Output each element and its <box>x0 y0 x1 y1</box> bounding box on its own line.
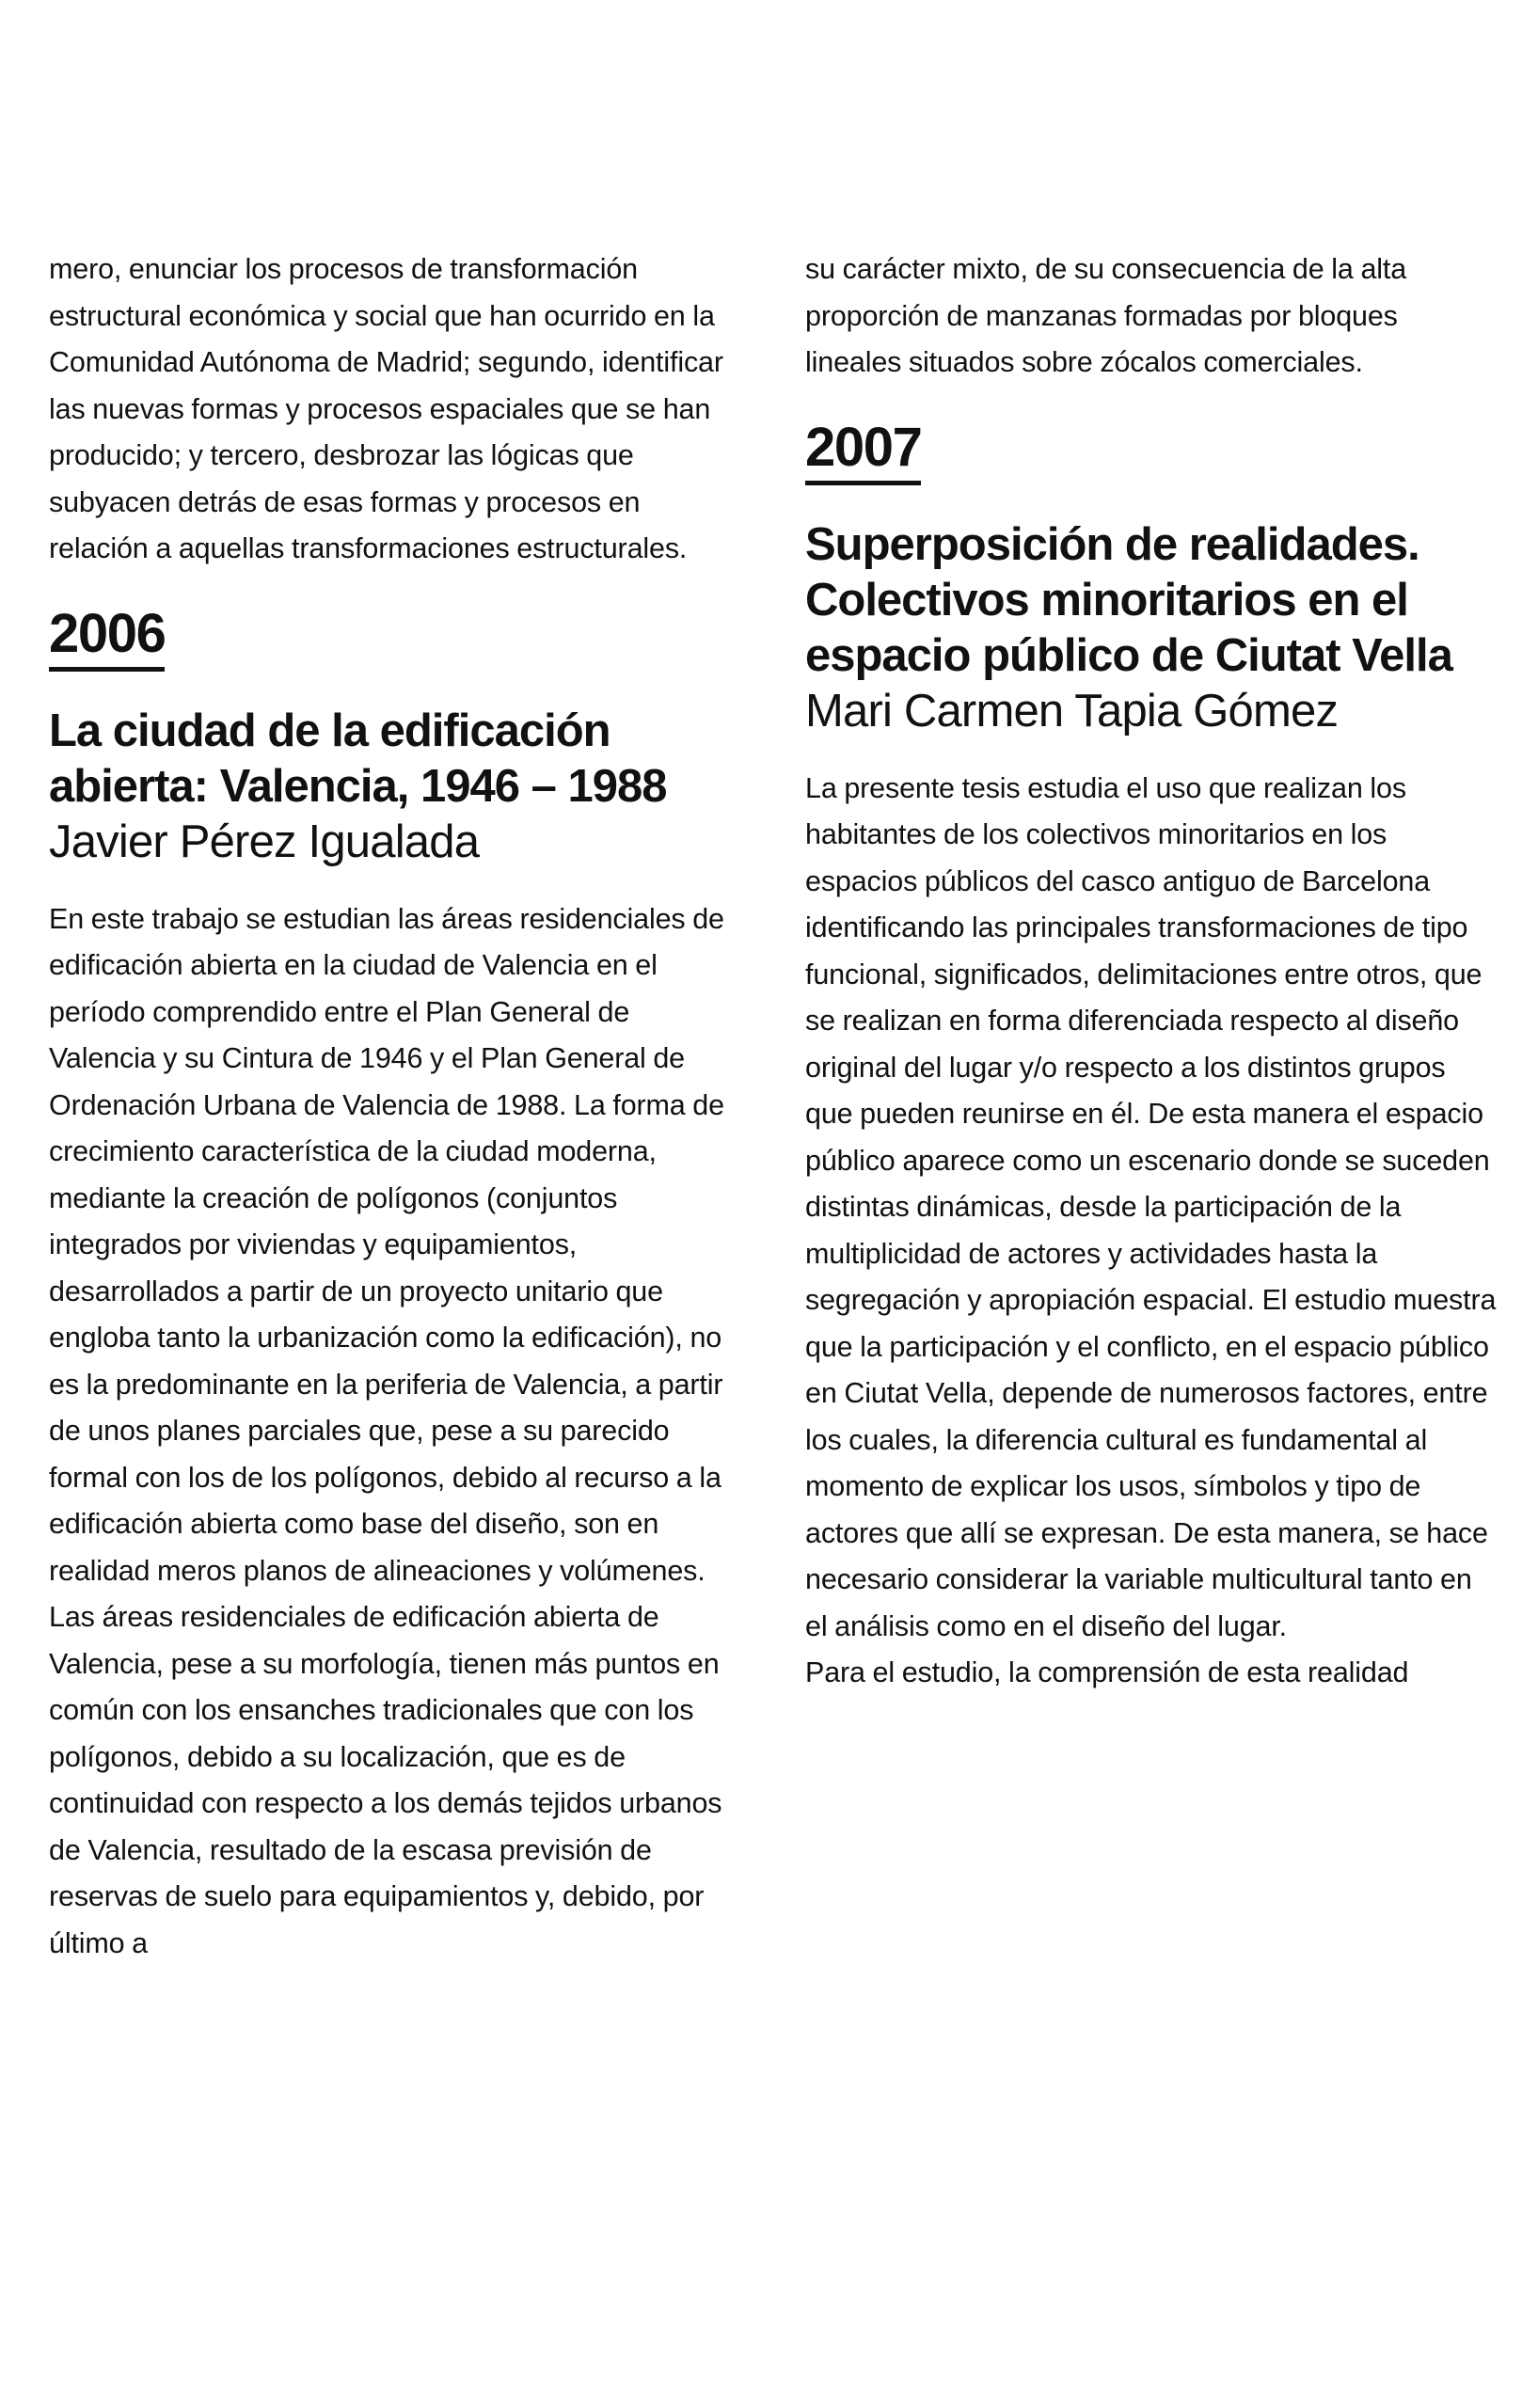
year-heading-2007 <box>805 416 922 485</box>
entry-title: La ciudad de la edificación abierta: Valencia, 1946 – 1988 <box>49 705 667 812</box>
entry-abstract: En este trabajo se estudian las áreas residenciales de edificación abierta en la ciudad de Valencia en el período comprendido entre el Plan General de Valencia y su Cintura de 1946 y el Plan General de Ordenación Urbana de Valencia de 1988. La forma de crecimiento característica de la ciudad moderna, mediante la creación de polígonos (conjuntos integrados por viviendas y equipamientos, desarrollados a partir de un proyecto unitario que engloba tanto la urbanización como la edificación), no es la predominante en la periferia de Valencia, a partir de unos planes parciales que, pese a su parecido formal con los de los polígonos, debido al recurso a la edificación abierta como base del diseño, son en realidad meros planos de alineaciones y volúmenes. Las áreas residenciales de edificación abierta de Valencia, pese a su morfología, tienen más puntos en común con los ensanches tradicionales que con los polígonos, debido a su localización, que es de continuidad con respecto a los demás tejidos urbanos de Valencia, resultado de la escasa previsión de reservas de suelo para equipamientos y, debido, por último a <box>49 902 724 1959</box>
entry-author: Mari Carmen Tapia Gómez <box>805 685 1339 737</box>
entry-abstract: La presente tesis estudia el uso que realizan los habitantes de los colectivos minoritarios en los espacios públicos del casco antiguo de Barcelona identificando las principales transformaciones de tipo funcional, significados, delimitaciones entre otros, que se realizan en forma diferenciada respecto al diseño original del lugar y/o respecto a los distintos grupos que pueden reunirse en él. De esta manera el espacio público aparece como un escenario donde se suceden distintas dinámicas, desde la participación de la multiplicidad de actores y actividades hasta la segregación y apropiación espacial. El estudio muestra que la participación y el conflicto, en el espacio público en Ciutat Vella, depende de numerosos factores, entre los cuales, la diferencia cultural es fundamental al momento de explicar los usos, símbolos y tipo de actores que allí se expresan. De esta manera, se hace necesario considerar la variable multicultural tanto en el análisis como en el diseño del lugar. <box>805 771 1497 1642</box>
entry-title: Superposición de realidades. Colectivos minoritarios en el espacio público de Ciutat Vella <box>805 518 1452 681</box>
two-column-body <box>49 246 1498 1967</box>
left-column <box>49 246 741 1967</box>
year-label: 2006 <box>49 602 166 664</box>
year-underline-rule <box>805 481 921 485</box>
right-column <box>805 246 1498 1967</box>
entry-author: Javier Pérez Igualada <box>49 816 480 867</box>
right-continued-paragraph: su carácter mixto, de su consecuencia de la alta proporción de manzanas formadas por bloques lineales situados sobre zócalos comerciales. <box>805 253 1407 378</box>
year-heading-2006 <box>49 602 166 672</box>
year-underline-rule <box>49 667 165 672</box>
year-label: 2007 <box>805 416 922 478</box>
entry-abstract-continued: Para el estudio, la comprensión de esta realidad <box>805 1656 1409 1688</box>
left-continued-paragraph: mero, enunciar los procesos de transformación estructural económica y social que han ocurrido en la Comunidad Autónoma de Madrid; segundo, identificar las nuevas formas y procesos espaciales que se han producido; y tercero, desbrozar las lógicas que subyacen detrás de esas formas y procesos en relación a aquellas transformaciones estructurales. <box>49 253 723 564</box>
